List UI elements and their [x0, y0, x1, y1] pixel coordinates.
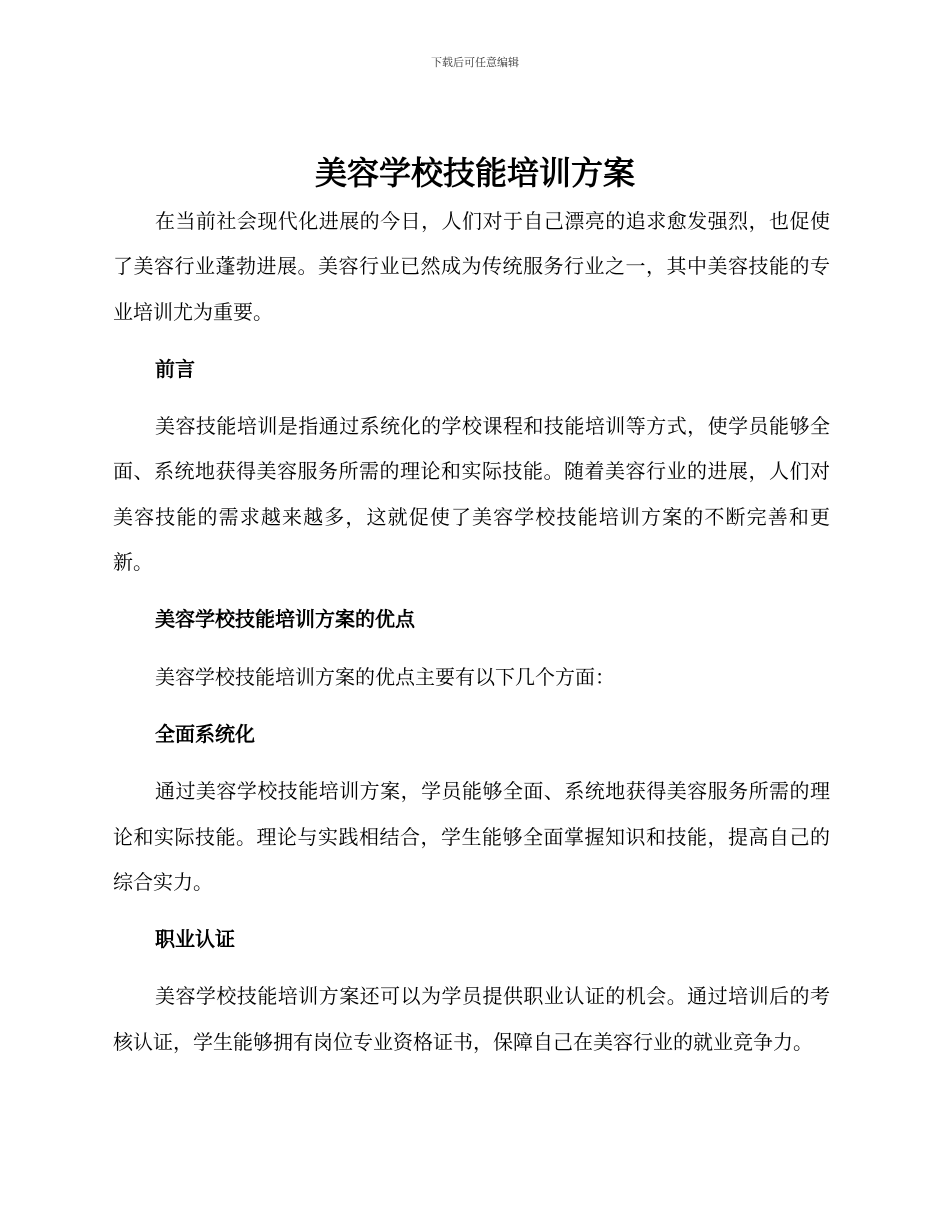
section-body-comprehensive: 通过美容学校技能培训方案，学员能够全面、系统地获得美容服务所需的理论和实际技能。理论与实践相结合，学生能够全面掌握知识和技能，提高自己的综合实力。 [113, 779, 830, 894]
section-body-advantages: 美容学校技能培训方案的优点主要有以下几个方面： [155, 664, 615, 689]
intro-paragraph: 在当前社会现代化进展的今日，人们对于自己漂亮的追求愈发强烈，也促使了美容行业蓬勃进展。美容行业已然成为传统服务行业之一，其中美容技能的专业培训尤为重要。 [113, 209, 830, 324]
page-header-note: 下载后可任意编辑 [431, 56, 519, 69]
document-body [113, 199, 830, 1065]
section-heading-advantages: 美容学校技能培训方案的优点 [155, 607, 415, 632]
document-title: 美容学校技能培训方案 [314, 154, 635, 192]
section-body-certification: 美容学校技能培训方案还可以为学员提供职业认证的机会。通过培训后的考核认证，学生能够拥有岗位专业资格证书，保障自己在美容行业的就业竞争力。 [113, 984, 830, 1054]
section-heading-comprehensive: 全面系统化 [155, 721, 255, 746]
section-heading-certification: 职业认证 [155, 927, 235, 952]
section-body-preface: 美容技能培训是指通过系统化的学校课程和技能培训等方式，使学员能够全面、系统地获得美容服务所需的理论和实际技能。随着美容行业的进展，人们对美容技能的需求越来越多，这就促使了美容学校技能培训方案的不断完善和更新。 [113, 414, 830, 575]
section-heading-preface: 前言 [155, 356, 195, 381]
